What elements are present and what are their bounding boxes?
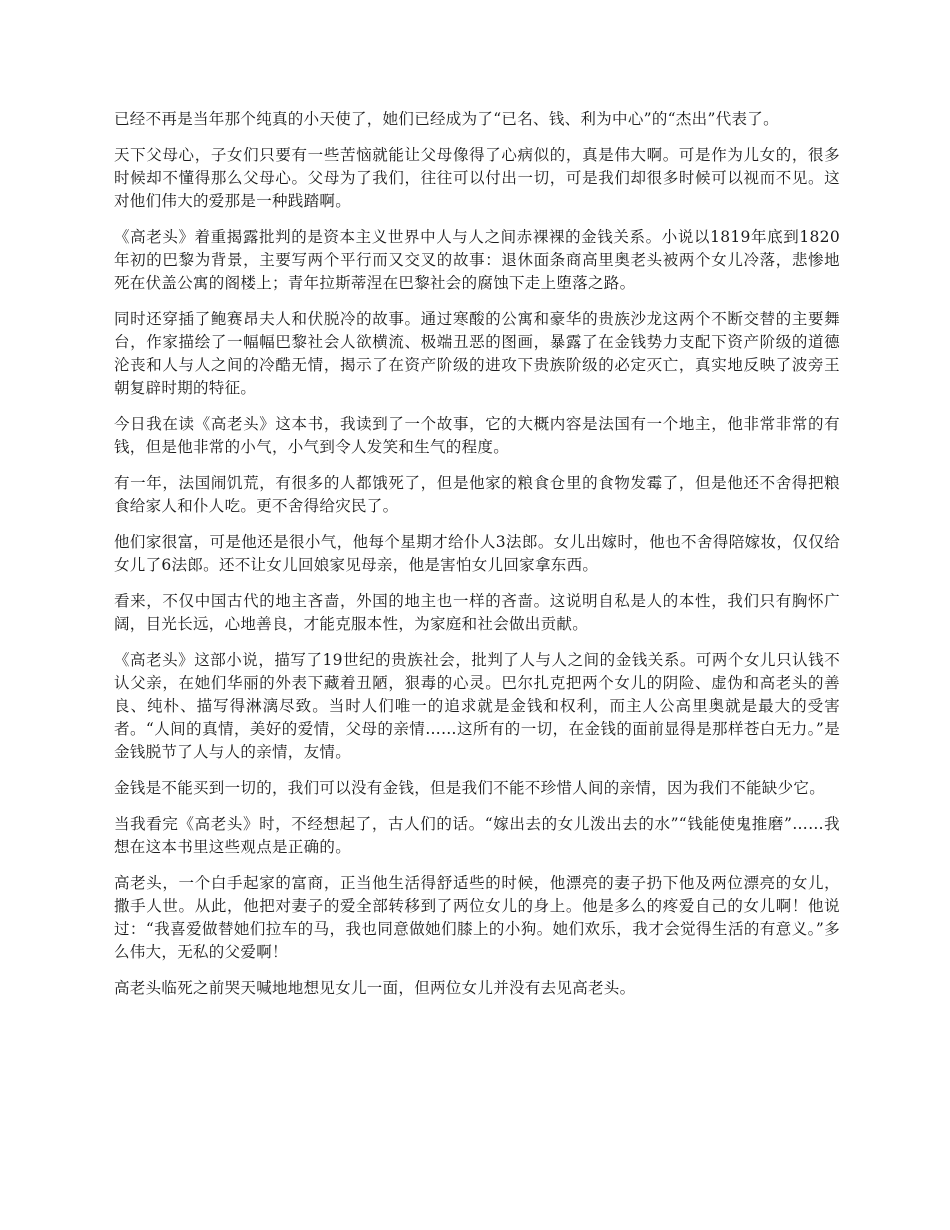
paragraph-2: 天下父母心，子女们只要有一些苦恼就能让父母像得了心病似的，真是伟大啊。可是作为儿女的，很多时候却不懂得那么父母心。父母为了我们，往往可以付出一切，可是我们却很多时候可以视而不见。这对他们伟大的爱那是一种践踏啊。 bbox=[114, 146, 840, 210]
paragraph-6: 有一年，法国闹饥荒，有很多的人都饿死了，但是他家的粮食仓里的食物发霉了，但是他还不舍得把粮食给家人和仆人吃。更不舍得给灾民了。 bbox=[114, 474, 840, 515]
paragraph-10: 金钱是不能买到一切的，我们可以没有金钱，但是我们不能不珍惜人间的亲情，因为我们不能缺少它。 bbox=[114, 779, 826, 797]
paragraph-3: 《高老头》着重揭露批判的是资本主义世界中人与人之间赤裸裸的金钱关系。小说以1819年底到1820年初的巴黎为背景，主要写两个平行而又交叉的故事：退休面条商高里奥老头被两个女儿冷落，悲惨地死在伏盖公寓的阁楼上；青年拉斯蒂涅在巴黎社会的腐蚀下走上堕落之路。 bbox=[114, 228, 840, 292]
paragraph-9: 《高老头》这部小说，描写了19世纪的贵族社会，批判了人与人之间的金钱关系。可两个女儿只认钱不认父亲，在她们华丽的外表下藏着丑陋，狠毒的心灵。巴尔扎克把两个女儿的阴险、虚伪和高老头的善良、纯朴、描写得淋漓尽致。当时人们唯一的追求就是金钱和权利，而主人公高里奥就是最大的受害者。“人间的真情，美好的爱情，父母的亲情……这所有的一切，在金钱的面前显得是那样苍白无力。”是金钱脱节了人与人的亲情，友情。 bbox=[114, 651, 840, 761]
paragraph-5: 今日我在读《高老头》这本书，我读到了一个故事，它的大概内容是法国有一个地主，他非常非常的有钱，但是他非常的小气，小气到令人发笑和生气的程度。 bbox=[114, 415, 840, 456]
paragraph-12: 高老头，一个白手起家的富商，正当他生活得舒适些的时候，他漂亮的妻子扔下他及两位漂亮的女儿，撒手人世。从此，他把对妻子的爱全部转移到了两位女儿的身上。他是多么的疼爱自己的女儿啊！他说过：“我喜爱做替她们拉车的马，我也同意做她们膝上的小狗。她们欢乐，我才会觉得生活的有意义。”多么伟大，无私的父爱啊！ bbox=[114, 874, 840, 961]
paragraph-1: 已经不再是当年那个纯真的小天使了，她们已经成为了“已名、钱、利为中心”的“杰出”代表了。 bbox=[114, 110, 779, 128]
paragraph-8: 看来，不仅中国古代的地主吝啬，外国的地主也一样的吝啬。这说明自私是人的本性，我们只有胸怀广阔，目光长远，心地善良，才能克服本性，为家庭和社会做出贡献。 bbox=[114, 592, 840, 633]
paragraph-4: 同时还穿插了鲍赛昂夫人和伏脱冷的故事。通过寒酸的公寓和豪华的贵族沙龙这两个不断交替的主要舞台，作家描绘了一幅幅巴黎社会人欲横流、极端丑恶的图画，暴露了在金钱势力支配下资产阶级的道德沦丧和人与人之间的冷酷无情，揭示了在资产阶级的进攻下贵族阶级的必定灭亡，真实地反映了波旁王朝复辟时期的特征。 bbox=[114, 310, 840, 397]
paragraph-13: 高老头临死之前哭天喊地地想见女儿一面，但两位女儿并没有去见高老头。 bbox=[114, 979, 636, 997]
document-body bbox=[114, 108, 840, 1013]
paragraph-7: 他们家很富，可是他还是很小气，他每个星期才给仆人3法郎。女儿出嫁时，他也不舍得陪嫁妆，仅仅给女儿了6法郎。还不让女儿回娘家见母亲，他是害怕女儿回家拿东西。 bbox=[114, 533, 840, 574]
paragraph-11: 当我看完《高老头》时，不经想起了，古人们的话。“嫁出去的女儿泼出去的水”“钱能使鬼推磨”……我想在这本书里这些观点是正确的。 bbox=[114, 815, 840, 856]
